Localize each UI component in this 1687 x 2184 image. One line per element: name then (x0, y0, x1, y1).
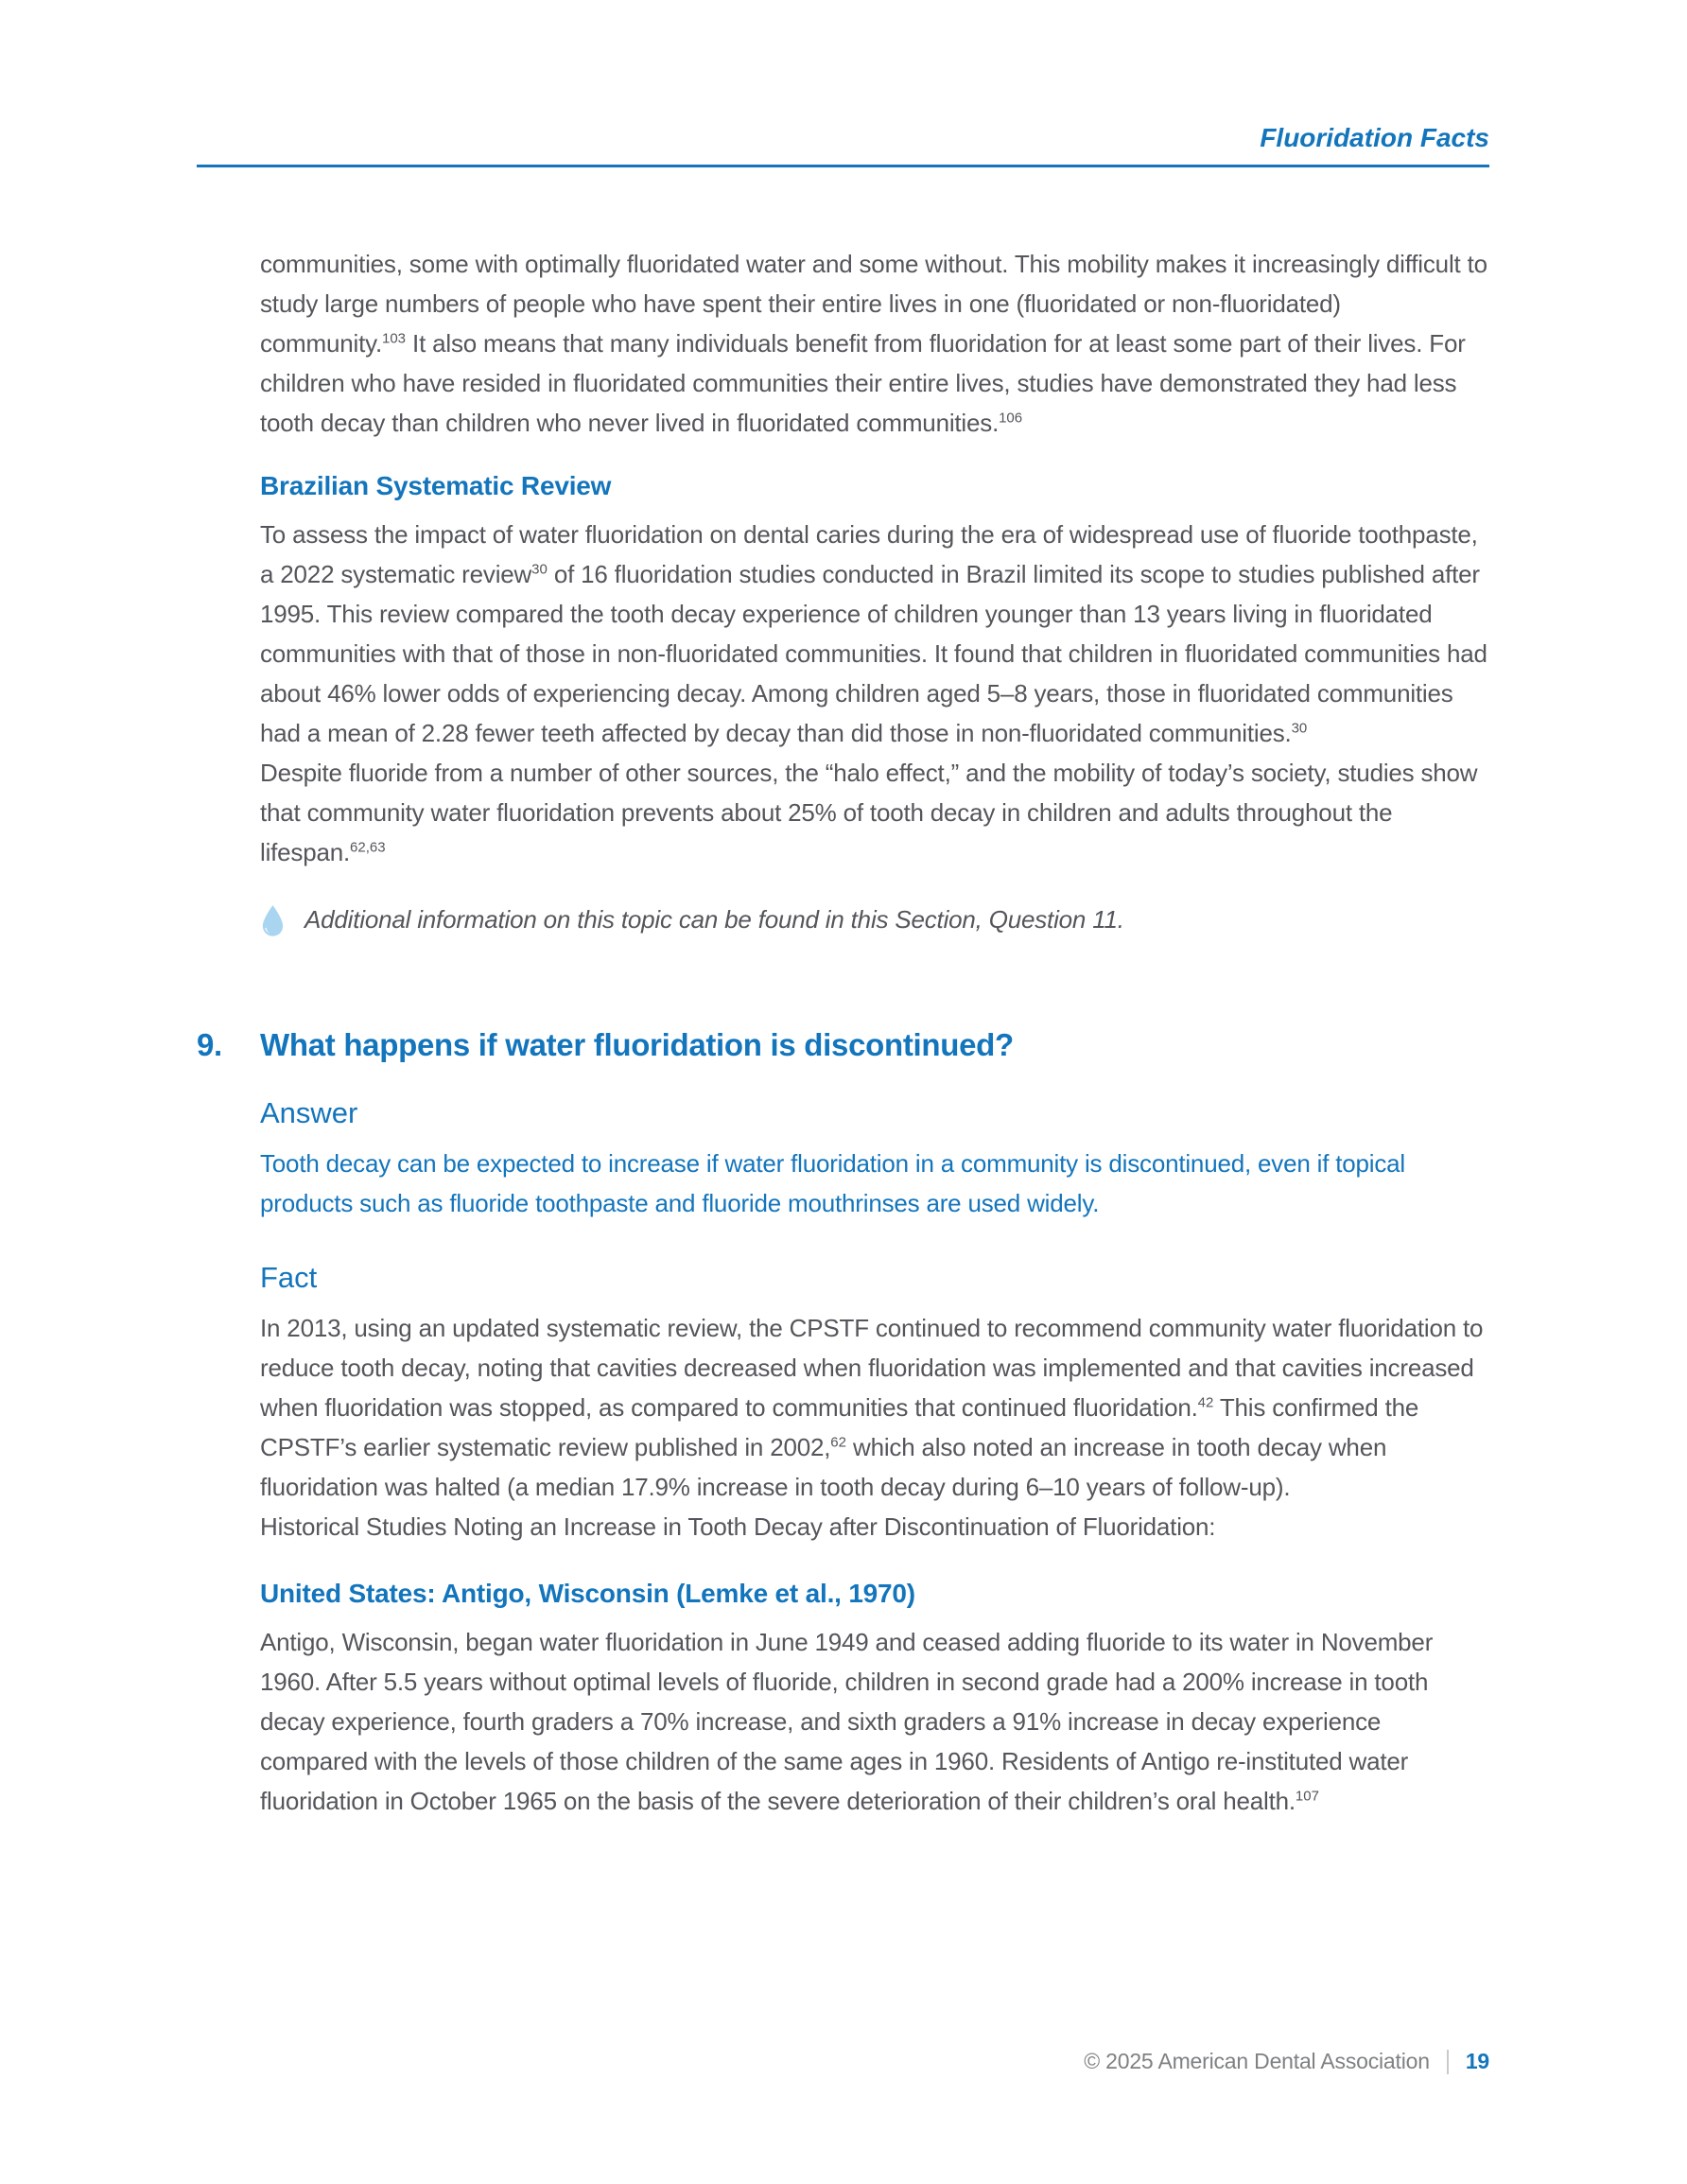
antigo-paragraph (260, 1622, 1489, 1821)
brazil-review-heading: Brazilian Systematic Review (260, 471, 612, 500)
historical-intro-paragraph: Historical Studies Noting an Increase in Tooth Decay after Discontinuation of Fluoridation: (260, 1512, 1216, 1541)
header-title: Fluoridation Facts (1260, 123, 1489, 152)
question-9-heading (197, 1026, 1489, 1064)
page-number: 19 (1465, 2049, 1489, 2073)
footnote-ref-62-63: 62,63 (350, 839, 386, 856)
footnote-ref-30a: 30 (531, 561, 548, 578)
fact-label: Fact (260, 1261, 318, 1294)
copyright-text: © 2025 American Dental Association (1084, 2049, 1430, 2073)
fact-text-3: which also noted an increase in tooth decay when fluoridation was halted (a median 17.9% increase in tooth decay during 6–10 years of follow-up). (260, 1433, 1387, 1501)
additional-info-note (260, 900, 1489, 949)
footnote-ref-62: 62 (830, 1434, 846, 1451)
footnote-ref-107: 107 (1295, 1788, 1319, 1805)
page-header (197, 123, 1489, 167)
answer-paragraph: Tooth decay can be expected to increase if water fluoridation in a community is discontinued, even if topical products such as fluoride toothpaste and fluoride mouthrinses are used widely. (260, 1149, 1406, 1217)
footnote-ref-103: 103 (382, 330, 407, 347)
intro-text-1: communities, some with optimally fluoridated water and some without. This mobility makes it increasingly difficult to study large numbers of people who have spent their entire lives in one (fluoridated or non-fluoridated) community. (260, 250, 1487, 358)
brazil-text-2: of 16 fluoridation studies conducted in Brazil limited its scope to studies published after 1995. This review compared the tooth decay experience of children younger than 13 years living in fluoridated communities with that of those in non-fluoridated communities. It found that children in fluoridated communities had about 46% lower odds of experiencing decay. Among children aged 5–8 years, those in fluoridated communities had a mean of 2.28 fewer teeth affected by decay than did those in non-fluoridated communities. (260, 560, 1487, 747)
intro-text-2: It also means that many individuals benefit from fluoridation for at least some part of their lives. For children who have resided in fluoridated communities their entire lives, studies have demonstrated they had less tooth decay than children who never lived in fluoridated communities. (260, 329, 1466, 437)
intro-paragraph (260, 244, 1489, 443)
brazil-review-paragraph (260, 515, 1489, 753)
fact-text-2: This confirmed the CPSTF’s earlier systematic review published in 2002, (260, 1393, 1419, 1461)
additional-info-text: Additional information on this topic can be found in this Section, Question 11. (304, 905, 1124, 934)
question-title: What happens if water fluoridation is discontinued? (260, 1027, 1014, 1062)
footnote-ref-42: 42 (1197, 1394, 1214, 1411)
footer-divider (1447, 2050, 1449, 2074)
antigo-text: Antigo, Wisconsin, began water fluoridation in June 1949 and ceased adding fluoride to its water in November 1960. After 5.5 years without optimal levels of fluoride, children in second grade had a 200% increase in tooth decay experience, fourth graders a 70% increase, and sixth graders a 91% increase in decay experience compared with the levels of those children of the same ages in 1960. Residents of Antigo re-instituted water fluoridation in October 1965 on the basis of the severe deterioration of their children’s oral health. (260, 1628, 1434, 1815)
footnote-ref-30b: 30 (1291, 720, 1308, 737)
despite-paragraph (260, 753, 1489, 872)
page-content (197, 244, 1489, 1821)
page-footer (1084, 2049, 1489, 2074)
question-number: 9. (197, 1027, 222, 1062)
answer-label: Answer (260, 1096, 358, 1129)
fact-text-1: In 2013, using an updated systematic review, the CPSTF continued to recommend community water fluoridation to reduce tooth decay, noting that cavities decreased when fluoridation was implemented and that cavities increased when fluoridation was stopped, as compared to communities that continued fluoridation. (260, 1314, 1484, 1422)
brazil-text-1: To assess the impact of water fluoridation on dental caries during the era of widespread use of fluoride toothpaste, a 2022 systematic review (260, 520, 1478, 588)
footnote-ref-106: 106 (999, 410, 1023, 427)
water-drop-icon (260, 904, 286, 949)
antigo-heading: United States: Antigo, Wisconsin (Lemke et al., 1970) (260, 1579, 915, 1608)
despite-text: Despite fluoride from a number of other sources, the “halo effect,” and the mobility of today’s society, studies show that community water fluoridation prevents about 25% of tooth decay in children and adults throughout the lifespan. (260, 759, 1478, 866)
fact-paragraph (260, 1308, 1489, 1507)
